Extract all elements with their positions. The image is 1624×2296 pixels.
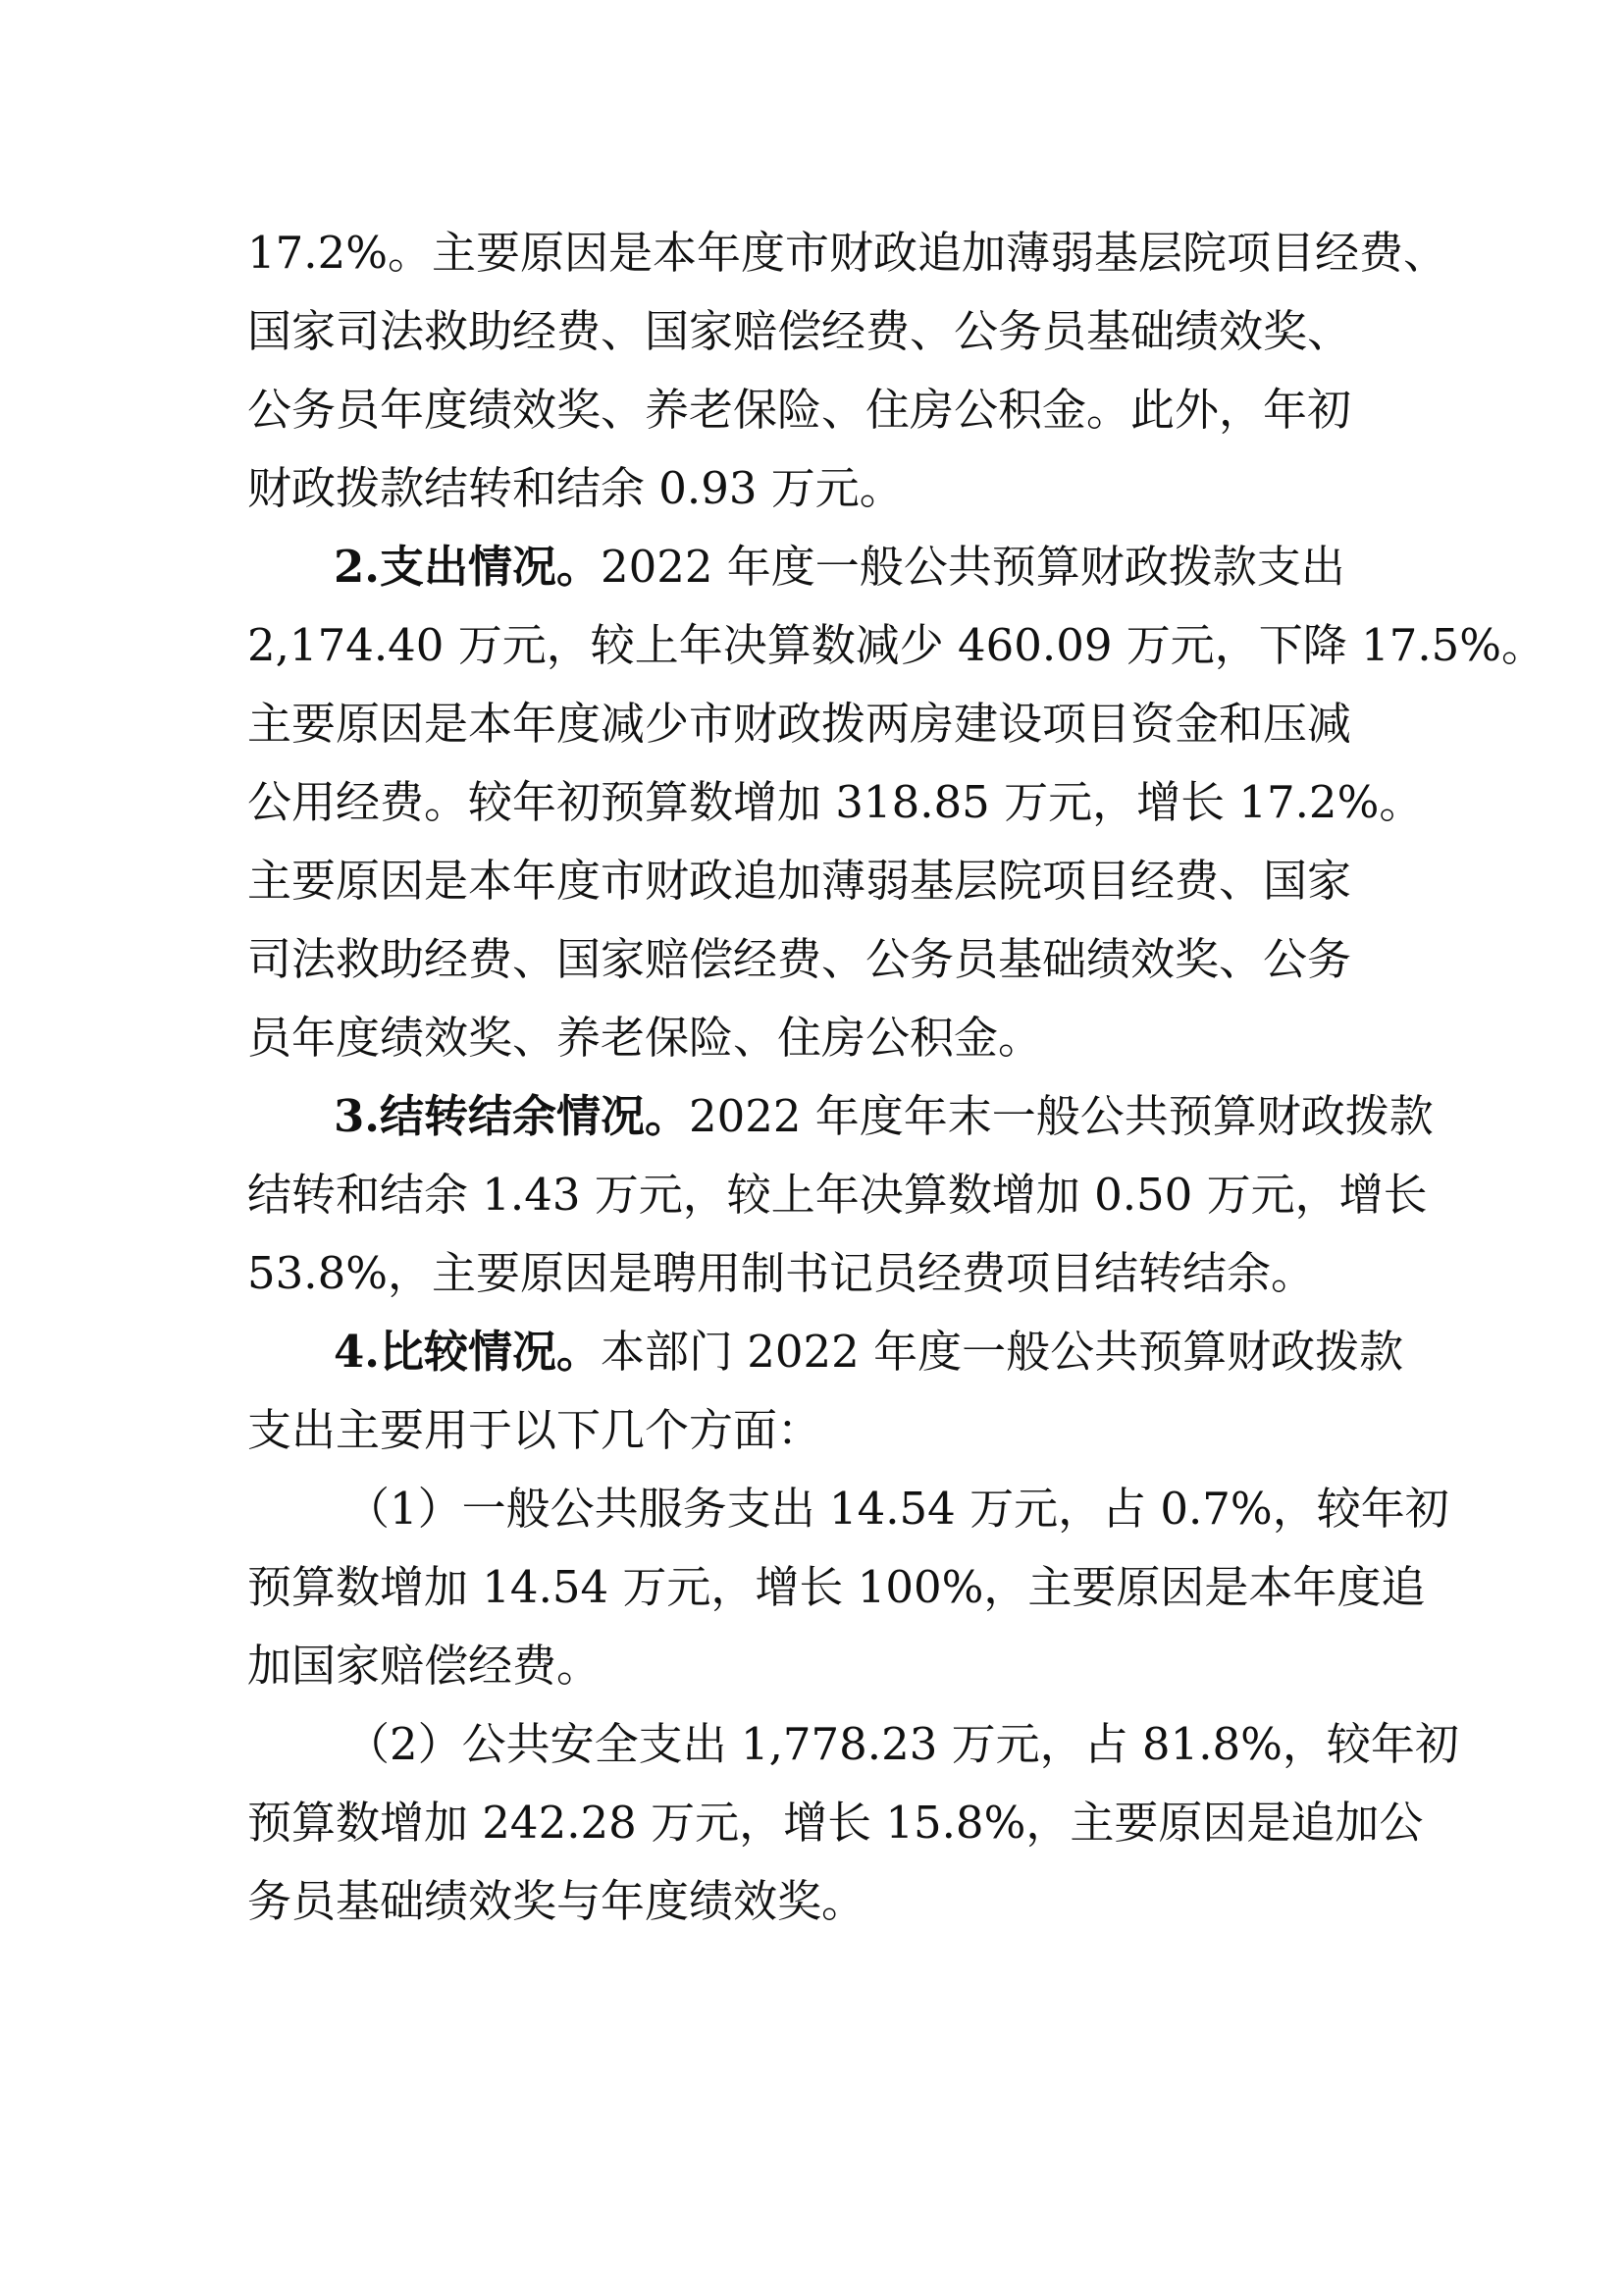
text-run: 本部门 2022 年度一般公共预算财政拨款 xyxy=(600,1326,1404,1378)
text-run: 2022 年度一般公共预算财政拨款支出 xyxy=(600,541,1345,593)
text-run: 2022 年度年末一般公共预算财政拨款 xyxy=(688,1090,1434,1142)
document-body xyxy=(247,214,1546,1941)
text-line-first xyxy=(247,1313,1405,1391)
text-line: 加国家赔偿经费。 xyxy=(247,1640,602,1692)
text-line: 预算数增加 14.54 万元，增长 100%，主要原因是本年度追 xyxy=(247,1561,1426,1613)
text-line: 员年度绩效奖、养老保险、住房公积金。 xyxy=(247,1012,1043,1064)
paragraph-item-1 xyxy=(247,1470,1449,1705)
text-line: 公用经费。较年初预算数增加 318.85 万元，增长 17.2%。 xyxy=(247,776,1424,828)
text-line: 司法救助经费、国家赔偿经费、公务员基础绩效奖、公务 xyxy=(247,933,1352,985)
text-line: 2,174.40 万元，较上年决算数减少 460.09 万元，下降 17.5%。 xyxy=(247,619,1546,671)
paragraph-item-2 xyxy=(247,1705,1459,1941)
text-line: 公务员年度绩效奖、养老保险、住房公积金。此外，年初 xyxy=(247,384,1352,436)
text-line-first: （1）一般公共服务支出 14.54 万元，占 0.7%，较年初 xyxy=(345,1483,1449,1535)
paragraph-expenditure xyxy=(247,528,1546,1077)
text-line: 结转和结余 1.43 万元，较上年决算数增加 0.50 万元，增长 xyxy=(247,1169,1428,1221)
paragraph-carryover xyxy=(247,1077,1434,1313)
section-heading-carryover: 3.结转结余情况。 xyxy=(334,1090,689,1142)
section-heading-comparison: 4.比较情况。 xyxy=(334,1326,601,1378)
paragraph-income-continued xyxy=(247,214,1447,528)
text-line: 国家司法救助经费、国家赔偿经费、公务员基础绩效奖、 xyxy=(247,305,1352,357)
text-line: 务员基础绩效奖与年度绩效奖。 xyxy=(247,1875,866,1927)
text-line: 财政拨款结转和结余 0.93 万元。 xyxy=(247,462,904,514)
text-line: 53.8%，主要原因是聘用制书记员经费项目结转结余。 xyxy=(247,1247,1315,1299)
text-line: 主要原因是本年度减少市财政拨两房建设项目资金和压减 xyxy=(247,698,1352,750)
text-line: 支出主要用于以下几个方面： xyxy=(247,1404,822,1456)
text-line-first xyxy=(247,1077,1434,1156)
text-line-first xyxy=(247,528,1405,606)
text-line: 17.2%。主要原因是本年度市财政追加薄弱基层院项目经费、 xyxy=(247,227,1447,279)
text-line: 预算数增加 242.28 万元，增长 15.8%，主要原因是追加公 xyxy=(247,1797,1424,1849)
section-heading-expenditure: 2.支出情况。 xyxy=(334,541,601,593)
text-line-first: （2）公共安全支出 1,778.23 万元，占 81.8%，较年初 xyxy=(345,1718,1459,1770)
paragraph-comparison xyxy=(247,1313,1405,1470)
text-line: 主要原因是本年度市财政追加薄弱基层院项目经费、国家 xyxy=(247,855,1352,907)
